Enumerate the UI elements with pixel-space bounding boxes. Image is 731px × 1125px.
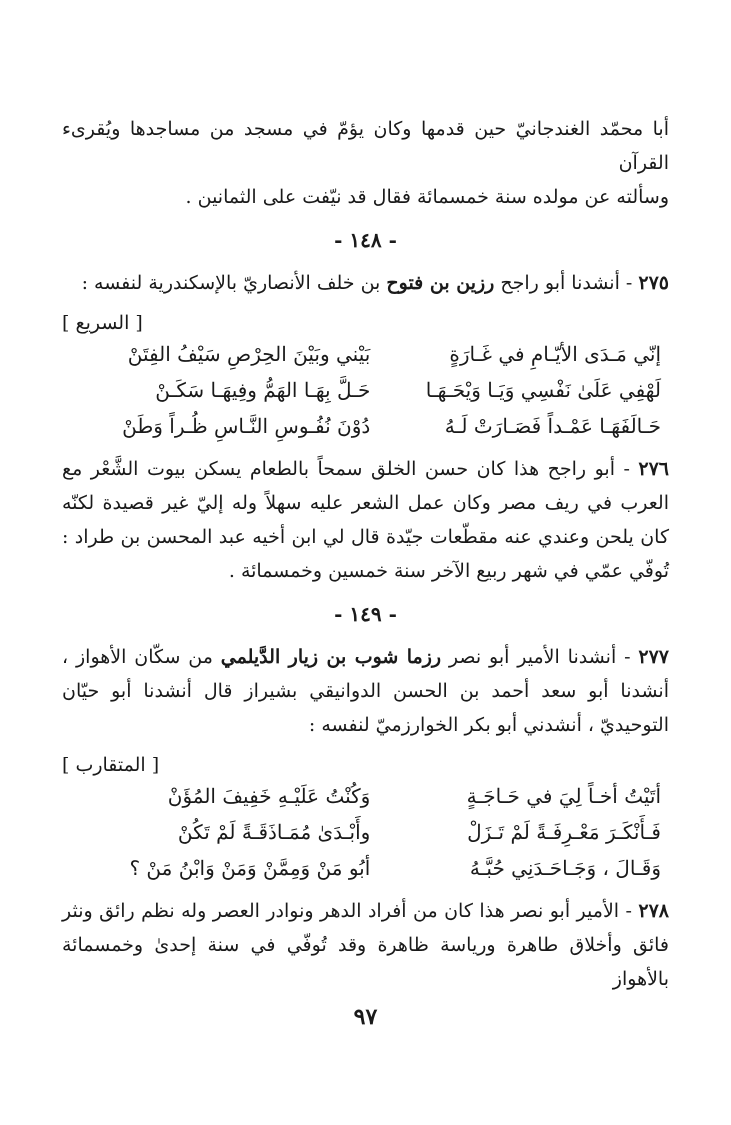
- entry-275-name: رزين بن فتوح: [386, 272, 495, 294]
- entry-278-text: - الأمير أبو نصر هذا كان من أفراد الدهر ونوادر العصر وله نظم رائق ونثر فائق وأخلاق طاهرة ورياسة ظاهرة وقد تُوفّي في سنة إحدىٰ وخمسمائة بالأهواز: [62, 900, 669, 990]
- verse-first-hemistich: أتَيْتُ أخـاً لِيَ في حَـاجَـةٍ: [466, 784, 661, 808]
- verse-second-hemistich: بَيْني وبَيْنَ الحِرْصِ سَيْفُ الفِتَنْ: [127, 342, 371, 366]
- verse-first-hemistich: إنّي مَـدَى الأيّـامِ في غَـارَةٍ: [449, 342, 661, 366]
- section-heading-149: - ١٤٩ -: [334, 602, 397, 626]
- entry-275-after: بن خلف الأنصاريّ بالإسكندرية لنفسه :: [81, 272, 387, 294]
- meter-label-2: [ المتقارب ]: [62, 754, 160, 776]
- verse-first-hemistich: لَهْفِي عَلَىٰ نَفْسِي وَيَـا وَيْحَـهَـا: [425, 378, 661, 402]
- entry-276-text: - أبو راجح هذا كان حسن الخلق سمحاً بالطعام يسكن بيوت الشَّعْر مع العرب في ريف مصر وكان عمل الشعر عليه سهلاً وله إليّ غير قصيدة لكنّه كان يلحن وعندي عنه مقطّعات جيّدة قال لي ابن أخيه عبد المحسن بن طراد : تُوفّي عمّي في شهر ربيع الآخر سنة خمسين وخمسمائة .: [62, 458, 669, 582]
- verse-first-hemistich: فَـأَنْكَـرَ مَعْـرِفَـةً لَمْ تَـزَلْ: [467, 820, 661, 844]
- entry-277-number: ٢٧٧: [638, 646, 669, 668]
- entry-275-before: - أنشدنا أبو راجح: [494, 272, 639, 294]
- verse-second-hemistich: وَكُنْتُ عَلَيْـهِ خَفِيفَ المُؤَنْ: [167, 784, 371, 808]
- entry-277-before: - أنشدنا الأمير أبو نصر: [441, 646, 639, 668]
- verse-first-hemistich: حَـالَفَهَـا عَمْـداً فَصَـارَتْ لَـهُ: [444, 414, 661, 438]
- entry-275-number: ٢٧٥: [638, 272, 669, 294]
- poem-1: [62, 336, 661, 444]
- verse-second-hemistich: وأَبْـدَىٰ مُمَـاذَقَـةً لَمْ تَكُنْ: [177, 820, 371, 844]
- meter-label-1: [ السريع ]: [62, 312, 143, 334]
- entry-275: [62, 266, 669, 300]
- entry-277-name: رزما شوب بن زيار الدَّيلمي: [220, 646, 442, 668]
- entry-278-number: ٢٧٨: [638, 900, 669, 922]
- verse-second-hemistich: أبُو مَنْ وَمِمَّنْ وَمَنْ وَابْنُ مَنْ ؟: [129, 856, 371, 880]
- intro-line-2: وسألته عن مولده سنة خمسمائة فقال قد نيّفت على الثمانين .: [185, 186, 669, 208]
- entry-277-after: من سكّان الأهواز ، أنشدنا أبو سعد أحمد بن الحسن الدوانيقي بشيراز قال أنشدنا أبو حيّان التوحيديّ ، أنشدني أبو بكر الخوارزميّ لنفسه :: [62, 646, 669, 736]
- entry-277: [62, 640, 669, 742]
- verse-second-hemistich: دُوْنَ نُفُـوسِ النَّـاسِ ظُـراً وَطَنْ: [122, 414, 371, 438]
- poem-1-verse: [62, 336, 661, 372]
- intro-paragraph: [62, 112, 669, 214]
- section-heading-148: - ١٤٨ -: [334, 228, 397, 252]
- entry-278: [62, 894, 669, 996]
- entry-276-number: ٢٧٦: [638, 458, 669, 480]
- page-number: ٩٧: [353, 1004, 378, 1030]
- poem-2: [62, 778, 661, 886]
- poem-2-verse: [62, 778, 661, 814]
- poem-2-verse: [62, 850, 661, 886]
- poem-1-verse: [62, 408, 661, 444]
- verse-second-hemistich: حَـلَّ بِهَـا الهَمُّ وفِيهَـا سَكَـنْ: [155, 378, 371, 402]
- entry-276: [62, 452, 669, 588]
- poem-1-verse: [62, 372, 661, 408]
- poem-2-verse: [62, 814, 661, 850]
- intro-line-1: أبا محمّد الغندجانيّ حين قدمها وكان يؤمّ في مسجد من مساجدها ويُقرىء القرآن: [62, 118, 669, 174]
- verse-first-hemistich: وَقَـالَ ، وَجَـاحَـدَنِي حُبَّـهُ: [469, 856, 661, 880]
